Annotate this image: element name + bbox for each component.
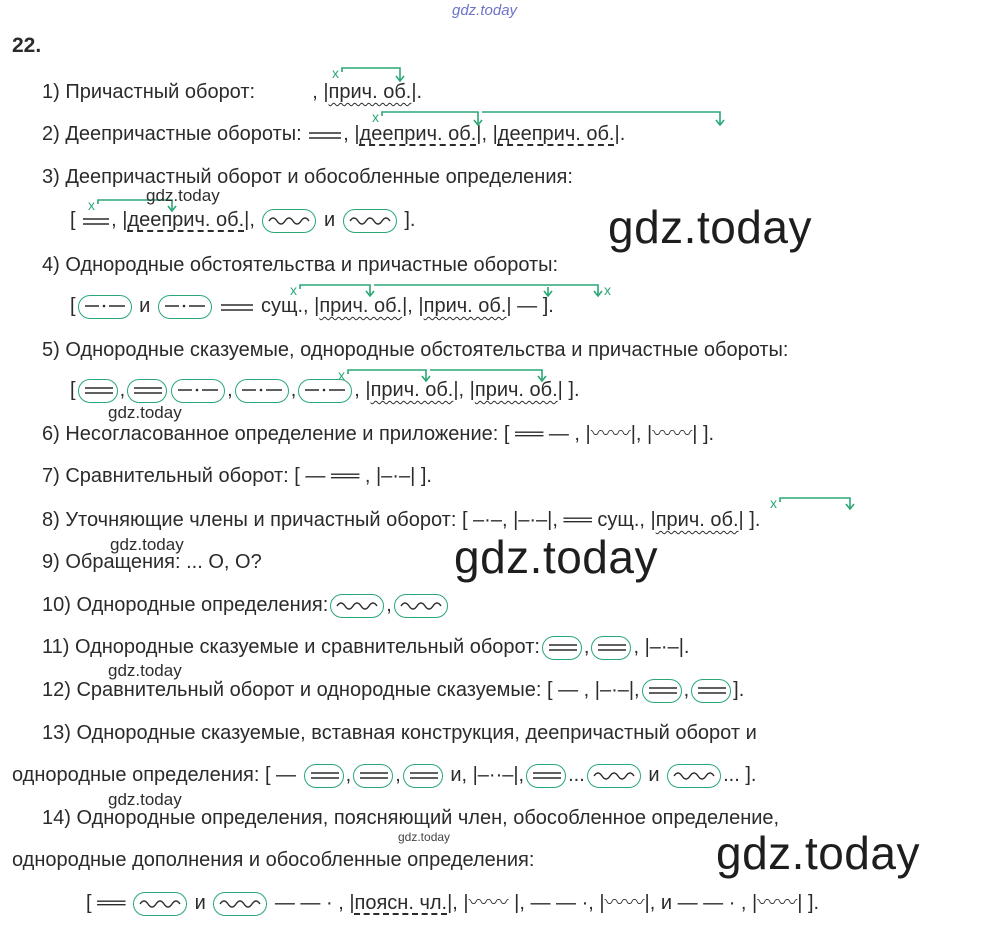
item-8-close: | ]. bbox=[738, 509, 761, 531]
watermark-tiny: gdz.today bbox=[398, 830, 451, 844]
item-12: 12) Сравнительный оборот и однородные сказуемые: [ — , |–·–|, , ]. bbox=[42, 679, 745, 701]
item-2-gerund-2: деeприч. об. bbox=[497, 123, 615, 145]
watermark-top: gdz.today bbox=[452, 2, 518, 19]
dash-dot-pill-icon bbox=[158, 295, 212, 319]
item-3-label: 3) Деепричастный оборот и обособленные определения: bbox=[42, 166, 573, 188]
item-5-participle-2: прич. об. bbox=[474, 379, 558, 401]
item-2-label: 2) Деепричастные обороты: bbox=[42, 123, 302, 145]
item-2-sep2: |, | bbox=[476, 123, 498, 145]
item-14-sep: — — · , | bbox=[274, 892, 355, 914]
item-14-rest: |, |〰〰 |, — — ·, |〰〰|, и — — · , |〰〰| ]. bbox=[447, 892, 820, 914]
item-4-sep: |, | bbox=[402, 295, 424, 317]
item-4-label: 4) Однородные обстоятельства и причастные обороты: bbox=[42, 254, 559, 276]
wavy-pill-icon bbox=[587, 764, 641, 788]
item-4-open: [ bbox=[70, 295, 76, 317]
wavy-pill-icon bbox=[394, 594, 448, 618]
item-5-label: 5) Однородные сказуемые, однородные обстоятельства и причастные обороты: bbox=[42, 339, 789, 361]
item-9: 9) Обращения: ... О, О? bbox=[42, 551, 262, 573]
item-3-gerund: деeприч. об. bbox=[127, 209, 245, 231]
item-1-arrow-icon bbox=[330, 64, 420, 86]
watermark-small-1: gdz.today bbox=[146, 186, 220, 205]
watermark-small-5: gdz.today bbox=[108, 790, 182, 809]
item-6: 6) Несогласованное определение и приложение: [ ══ — , |〰〰|, |〰〰| ]. bbox=[42, 423, 715, 445]
svg-text:x: x bbox=[372, 109, 379, 125]
dash-dot-pill-icon bbox=[171, 379, 225, 403]
item-4-close: | — ]. bbox=[506, 295, 554, 317]
svg-text:x: x bbox=[338, 367, 345, 383]
double-line-pill-icon bbox=[403, 764, 443, 788]
item-4-arrows-icon bbox=[290, 281, 630, 301]
double-line-pill-icon bbox=[304, 764, 344, 788]
item-13-ellipsis: ... bbox=[568, 764, 585, 786]
item-12-label: 12) Сравнительный оборот и однородные сказуемые: [ — , |–·–|, bbox=[42, 679, 640, 701]
watermark-big-2: gdz.today bbox=[454, 531, 658, 583]
watermark-small-3: gdz.today bbox=[110, 535, 184, 554]
item-14-label: 14) Однородные определения, поясняющий член, обособленное определение, bbox=[42, 807, 780, 829]
item-13-and: и bbox=[648, 764, 660, 786]
item-1-sep: , | bbox=[312, 81, 329, 103]
item-8-participle: прич. об. bbox=[655, 509, 739, 531]
item-2-gerund-1: деeприч. об. bbox=[359, 123, 477, 145]
task-number: 22. bbox=[12, 34, 42, 57]
double-line-pill-icon bbox=[691, 679, 731, 703]
watermark-small-2: gdz.today bbox=[108, 403, 182, 422]
wavy-pill-icon bbox=[213, 892, 267, 916]
svg-text:x: x bbox=[290, 282, 297, 298]
item-4-participle-1: прич. об. bbox=[319, 295, 403, 317]
double-line-icon bbox=[219, 300, 255, 314]
item-4-noun: сущ., | bbox=[260, 295, 320, 317]
item-10: 10) Однородные определения: , bbox=[42, 592, 450, 618]
watermark-big-1: gdz.today bbox=[608, 201, 812, 253]
double-line-pill-icon bbox=[526, 764, 566, 788]
item-11: 11) Однородные сказуемые и сравнительный оборот: , , |–·–|. bbox=[42, 636, 690, 658]
item-2-sep1: , | bbox=[343, 123, 360, 145]
item-14-open: [ ══ bbox=[86, 892, 126, 914]
wavy-pill-icon bbox=[343, 209, 397, 233]
item-3-open: [ bbox=[70, 209, 76, 231]
double-line-pill-icon bbox=[127, 379, 167, 403]
item-8-arrow-icon bbox=[770, 494, 870, 514]
svg-text:x: x bbox=[604, 282, 611, 298]
wavy-pill-icon bbox=[133, 892, 187, 916]
watermark-big-3: gdz.today bbox=[716, 827, 920, 879]
item-3-close: ]. bbox=[404, 209, 416, 231]
item-3-sep: , | bbox=[111, 209, 128, 231]
item-3-sep2: |, bbox=[244, 209, 255, 231]
item-5-sep2: |, | bbox=[453, 379, 475, 401]
svg-text:x: x bbox=[88, 197, 95, 213]
double-line-pill-icon bbox=[542, 636, 582, 660]
item-14-label-2: однородные дополнения и обособленные определения: bbox=[12, 849, 535, 871]
item-11-label: 11) Однородные сказуемые и сравнительный оборот: bbox=[42, 636, 540, 658]
watermark-small-4: gdz.today bbox=[108, 661, 182, 680]
item-10-label: 10) Однородные определения: bbox=[42, 594, 329, 616]
double-line-pill-icon bbox=[353, 764, 393, 788]
item-11-end: , |–·–|. bbox=[633, 636, 690, 658]
svg-text:x: x bbox=[332, 65, 339, 81]
item-14-scheme bbox=[86, 890, 819, 916]
item-13-mid: и, |–··–|, bbox=[450, 764, 525, 786]
item-4-and: и bbox=[139, 295, 151, 317]
item-1-participle: прич. об. bbox=[328, 81, 412, 103]
double-line-pill-icon bbox=[78, 379, 118, 403]
item-5-participle-1: прич. об. bbox=[370, 379, 454, 401]
item-13-open: однородные определения: [ — bbox=[12, 764, 297, 786]
item-13-label: 13) Однородные сказуемые, вставная конструкция, деепричастный оборот и bbox=[42, 722, 757, 744]
wavy-pill-icon bbox=[330, 594, 384, 618]
item-1-end: |. bbox=[411, 81, 423, 103]
svg-text:x: x bbox=[770, 495, 777, 511]
dash-dot-pill-icon bbox=[235, 379, 289, 403]
item-5-sep: , | bbox=[354, 379, 371, 401]
item-13-close: ... ]. bbox=[723, 764, 757, 786]
item-5-close: | ]. bbox=[557, 379, 580, 401]
double-line-pill-icon bbox=[591, 636, 631, 660]
item-12-end: ]. bbox=[733, 679, 745, 701]
item-5-open: [ bbox=[70, 379, 76, 401]
double-line-pill-icon bbox=[642, 679, 682, 703]
item-2-arrows-icon bbox=[370, 108, 730, 130]
wavy-pill-icon bbox=[667, 764, 721, 788]
item-14-and: и bbox=[194, 892, 206, 914]
item-8-noun: сущ., | bbox=[597, 509, 656, 531]
item-3-and: и bbox=[324, 209, 336, 231]
item-14-explanatory: поясн. чл. bbox=[354, 892, 448, 914]
item-5-scheme: [ , , , , |прич. об.|, |прич. об.| ]. bbox=[70, 379, 580, 401]
item-13-scheme: однородные определения: [ — , , и, |–··–|, ... и ... ]. bbox=[12, 764, 757, 786]
item-7: 7) Сравнительный оборот: [ — ══ , |–·–| ]. bbox=[42, 465, 432, 487]
item-8-label: 8) Уточняющие члены и причастный оборот: [ –·–, |–·–|, ══ bbox=[42, 509, 592, 531]
item-2-end: |. bbox=[614, 123, 626, 145]
item-5-arrows-icon bbox=[336, 366, 556, 386]
item-4-participle-2: прич. об. bbox=[423, 295, 507, 317]
dash-dot-pill-icon bbox=[78, 295, 132, 319]
item-1-label: 1) Причастный оборот: bbox=[42, 81, 256, 103]
double-line-icon bbox=[307, 128, 343, 142]
